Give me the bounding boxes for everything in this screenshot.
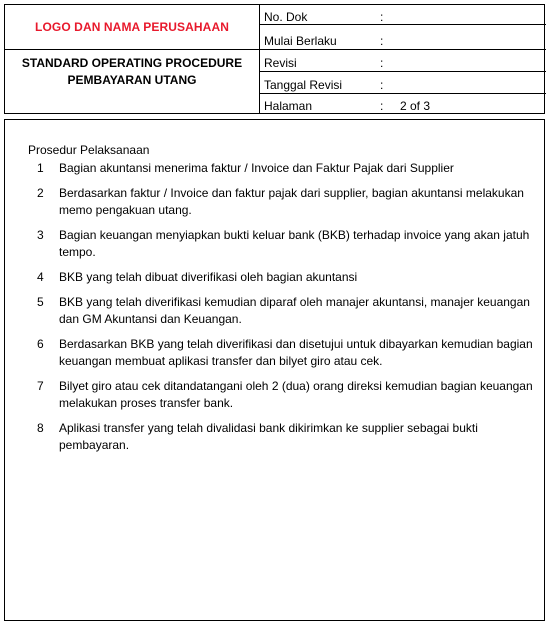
step-number: 8 — [37, 421, 44, 435]
document-title — [5, 55, 259, 89]
sop-header — [4, 4, 545, 114]
meta-row-no-dok — [260, 7, 546, 27]
company-logo-placeholder: LOGO DAN NAMA PERUSAHAAN — [35, 20, 229, 34]
procedure-step — [28, 420, 548, 454]
step-number: 3 — [37, 228, 44, 242]
meta-label: Mulai Berlaku — [264, 34, 337, 48]
meta-row-tanggal-revisi — [260, 75, 546, 95]
meta-row-mulai-berlaku — [260, 31, 546, 51]
step-text: Berdasarkan faktur / Invoice dan faktur pajak dari supplier, bagian akuntansi melakukan memo pengakuan utang. — [59, 186, 524, 217]
document-title-line: PEMBAYARAN UTANG — [67, 73, 197, 87]
step-number: 6 — [37, 337, 44, 351]
procedure-step — [28, 227, 548, 261]
meta-label: No. Dok — [264, 10, 308, 24]
procedure-step — [28, 294, 548, 328]
procedure-step — [28, 378, 548, 412]
meta-label: Revisi — [264, 56, 297, 70]
procedure-step — [28, 185, 548, 219]
procedure-step — [28, 160, 548, 177]
step-number: 2 — [37, 186, 44, 200]
meta-label: Tanggal Revisi — [264, 78, 343, 92]
step-number: 5 — [37, 295, 44, 309]
meta-colon: : — [380, 34, 384, 48]
section-title: Prosedur Pelaksanaan — [28, 143, 150, 157]
step-text: Berdasarkan BKB yang telah diverifikasi dan disetujui untuk dibayarkan kemudian bagian keuangan membuat aplikasi transfer dan bilyet giro atau cek. — [59, 337, 533, 368]
meta-row-halaman — [260, 96, 546, 116]
step-text: Bagian akuntansi menerima faktur / Invoice dan Faktur Pajak dari Supplier — [59, 161, 454, 175]
step-text: Bilyet giro atau cek ditandatangani oleh 2 (dua) orang direksi kemudian bagian keuangan melakukan proses transfer bank. — [59, 379, 533, 410]
procedure-steps — [28, 160, 548, 462]
meta-colon: : — [380, 56, 384, 70]
step-text: BKB yang telah dibuat diverifikasi oleh bagian akuntansi — [59, 270, 358, 284]
meta-colon: : — [380, 10, 384, 24]
step-text: BKB yang telah diverifikasi kemudian diparaf oleh manajer akuntansi, manajer keuangan dan GM Akuntansi dan Keuangan. — [59, 295, 530, 326]
page-number: 2 of 3 — [400, 99, 431, 113]
meta-row-revisi — [260, 53, 546, 73]
procedure-step — [28, 336, 548, 370]
header-divider — [5, 49, 260, 50]
meta-colon: : — [380, 78, 384, 92]
step-number: 7 — [37, 379, 44, 393]
step-text: Aplikasi transfer yang telah divalidasi bank dikirimkan ke supplier sebagai bukti pembayaran. — [59, 421, 478, 452]
step-text: Bagian keuangan menyiapkan bukti keluar bank (BKB) terhadap invoice yang akan jatuh tempo. — [59, 228, 530, 259]
document-title-line: STANDARD OPERATING PROCEDURE — [21, 56, 243, 70]
meta-colon: : — [380, 99, 384, 113]
step-number: 1 — [37, 161, 44, 175]
meta-label: Halaman — [264, 99, 313, 113]
step-number: 4 — [37, 270, 44, 284]
procedure-step — [28, 269, 548, 286]
